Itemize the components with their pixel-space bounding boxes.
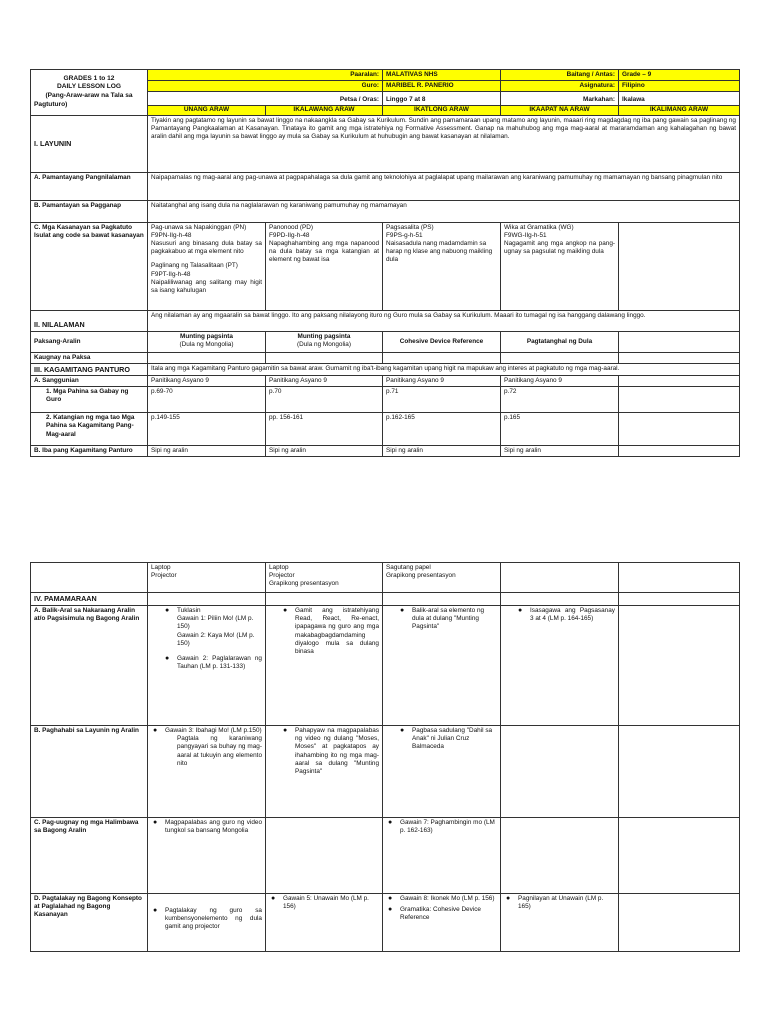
- iba-day-5: [619, 446, 740, 457]
- balik-aral-label: A. Balik-Aral sa Nakaraang Aralin at/o Pagsisimula ng Bagong Aralin: [31, 606, 148, 726]
- kagamitan-pages-day-1: p.149-155: [148, 413, 266, 446]
- daily-lesson-log-table: [30, 69, 740, 457]
- iba-day-4: Sipi ng aralin: [501, 446, 619, 457]
- sanggunian-day-1: Panitikang Asyano 9: [148, 376, 266, 387]
- gabay-day-3: p.71: [383, 387, 501, 413]
- asignatura-value: Filipino: [619, 81, 740, 92]
- balik-aral-day-3: ● Balik-aral sa elemento ng dula at dulang "Munting Pagsinta": [383, 606, 501, 726]
- kagamitan-pages-day-4: p.165: [501, 413, 619, 446]
- kasanayan-day-4: Wika at Gramatika (WG) F9WG-IIg-h-51 Nagagamit ang mga angkop na pang-ugnay sa pagsulat ng maikling dula: [501, 222, 619, 310]
- gabay-day-5: [619, 387, 740, 413]
- paksang-aralin-label: Paksang-Aralin: [31, 331, 148, 352]
- pamamaraan-label: IV. PAMAMARAAN: [31, 593, 148, 606]
- kagamitang-mag-aaral-label: 2. Katangian ng mga tao Mga Pahina sa Kagamitang Pang-Mag-aaral: [31, 413, 148, 446]
- gabay-day-4: p.72: [501, 387, 619, 413]
- asignatura-label: Asignatura:: [501, 81, 619, 92]
- sanggunian-day-3: Panitikang Asyano 9: [383, 376, 501, 387]
- pamantayang-pangnilalaman-label: A. Pamantayang Pangnilalaman: [31, 172, 148, 200]
- day-4-header: IKAAPAT NA ARAW: [501, 106, 619, 115]
- kagamitang-panturo-label: III. KAGAMITANG PANTURO: [31, 363, 148, 375]
- pagtalakay-day-1: ● Pagtalakay ng guro sa kumbensyonelemento ng dula gamit ang projector: [148, 894, 266, 952]
- pagtalakay-label: D. Pagtalakay ng Bagong Konsepto at Paglalahad ng Bagong Kasanayan: [31, 894, 148, 952]
- paghahabi-day-3: ● Pagbasa sadulang "Dahil sa Anak" ni Julian Cruz Balmaceda: [383, 726, 501, 818]
- kasanayan-day-1: Pag-unawa sa Napakinggan (PN) F9PN-IIg-h-48 Nasusuri ang binasang dula batay sa pagkakabuo at mga element nito Paglinang ng Talasalitaan (PT) F9PT-IIg-h-48 Naipaliliwanag ang salitang may higit sa isang kahulugan: [148, 222, 266, 310]
- kagamitan-pages-day-2: pp. 156-161: [266, 413, 383, 446]
- pag-uugnay-day-1: ● Magpapalabas ang guro ng video tungkol sa bansang Mongolia: [148, 818, 266, 894]
- kagamitan-pages-day-5: [619, 413, 740, 446]
- paksa-day-4: Pagtatanghal ng Dula: [501, 331, 619, 352]
- day-5-header: IKALIMANG ARAW: [619, 106, 740, 115]
- layunin-text: Tiyakin ang pagtatamo ng layunin sa bawat linggo na nakaangkla sa Gabay sa Kurikulum. Sundin ang pamamaraan upang matamo ang layunin, maaari ring magdagdag ng iba pang gawain sa paglinang ng Pamantayang Pangkaalaman at Kasanayan. Tinataya ito gamit ang mga istratehiya ng Formative Assessment. Ganap na mahuhubog ang mga mag-aaral at mararamdaman ang kahalagahan ng bawat aralin dahil ang mga layunin sa bawat linggo ay mula sa Gabay sa Kurikulum at huhubugin ang bawat kasanayan at nilalaman.: [148, 115, 740, 172]
- layunin-label: I. LAYUNIN: [31, 115, 148, 172]
- iba-day-1: Sipi ng aralin: [148, 446, 266, 457]
- kagamitang-panturo-text: Itala ang mga Kagamitang Panturo gagamitin sa bawat araw. Gumamit ng iba't-ibang kagamitan upang higit na mapukaw ang interes at pagkatuto ng mga mag-aaral.: [148, 363, 740, 375]
- day-1-header: UNANG ARAW: [148, 106, 266, 115]
- nilalaman-label: II. NILALAMAN: [31, 310, 148, 331]
- lesson-log-page-2: [30, 562, 739, 952]
- guro-label: Guro:: [148, 81, 383, 92]
- gabay-day-1: p.69-70: [148, 387, 266, 413]
- pagtalakay-day-3: ● Gawain 8: Ikonek Mo (LM p. 156) ● Gramatika: Cohesive Device Reference: [383, 894, 501, 952]
- pag-uugnay-label: C. Pag-uugnay ng mga Halimbawa sa Bagong Aralin: [31, 818, 148, 894]
- paghahabi-label: B. Paghahabi sa Layunin ng Aralin: [31, 726, 148, 818]
- paaralan-label: Paaralan:: [148, 70, 383, 81]
- kagamitan-cont-day-1: Laptop Projector: [148, 563, 266, 593]
- sanggunian-label: A. Sanggunian: [31, 376, 148, 387]
- gabay-ng-guro-label: 1. Mga Pahina sa Gabay ng Guro: [31, 387, 148, 413]
- pamantayan-pagganap-text: Naitatanghal ang isang dula na naglalarawan ng karaniwang pamumuhay ng mamamayan: [148, 200, 740, 222]
- kagamitan-pages-day-3: p.162-165: [383, 413, 501, 446]
- pamantayan-pagganap-label: B. Pamantayan sa Pagganap: [31, 200, 148, 222]
- paksa-day-3: Cohesive Device Reference: [383, 331, 501, 352]
- petsa-label: Petsa / Oras:: [148, 92, 383, 106]
- paaralan-value: MALATIVAS NHS: [383, 70, 501, 81]
- paksa-day-1: Munting pagsinta (Dula ng Mongolia): [148, 331, 266, 352]
- sanggunian-day-4: Panitikang Asyano 9: [501, 376, 619, 387]
- balik-aral-day-1: ● Tuklasin Gawain 1: Piliin Mo! (LM p. 150) Gawain 2: Kaya Mo! (LM p. 150) ● Gawain 2: Paglalarawan ng Tauhan (LM p. 131-133): [148, 606, 266, 726]
- paksa-day-5: [619, 331, 740, 352]
- kagamitan-cont-day-2: Laptop Projector Grapikong presentasyon: [266, 563, 383, 593]
- kasanayan-day-5: [619, 222, 740, 310]
- kagamitan-cont-day-3: Sagutang papel Grapikong presentasyon: [383, 563, 501, 593]
- paksa-day-2: Munting pagsinta (Dula ng Mongolia): [266, 331, 383, 352]
- balik-aral-day-2: ● Gamit ang istratehiyang Read, React, Re-enact, ipapagawa ng guro ang mga makabagbagdamdaming diyalogo mula sa dulang binasa: [266, 606, 383, 726]
- sanggunian-day-2: Panitikang Asyano 9: [266, 376, 383, 387]
- day-2-header: IKALAWANG ARAW: [266, 106, 383, 115]
- pag-uugnay-day-3: ● Gawain 7: Paghambingin mo (LM p. 162-163): [383, 818, 501, 894]
- pagtalakay-day-4: ● Pagnilayan at Unawain (LM p. 165): [501, 894, 619, 952]
- guro-value: MARIBEL R. PANERIO: [383, 81, 501, 92]
- petsa-value: Linggo 7 at 8: [383, 92, 501, 106]
- iba-pang-kagamitan-label: B. Iba pang Kagamitang Panturo: [31, 446, 148, 457]
- log-title: GRADES 1 to 12 DAILY LESSON LOG (Pang-Araw-araw na Tala sa Pagtuturo): [31, 70, 148, 116]
- kasanayan-day-2: Panonood (PD) F9PD-IIg-h-48 Napaghahambing ang mga napanood na dula batay sa mga katangian at element ng bawat isa: [266, 222, 383, 310]
- lesson-log-page-1: [30, 69, 739, 457]
- kasanayan-label: C. Mga Kasanayan sa Pagkatuto Isulat ang code sa bawat kasanayan: [31, 222, 148, 310]
- baitang-label: Baitang / Antas:: [501, 70, 619, 81]
- iba-day-2: Sipi ng aralin: [266, 446, 383, 457]
- iba-day-3: Sipi ng aralin: [383, 446, 501, 457]
- pamantayang-pangnilalaman-text: Naipapamalas ng mag-aaral ang pag-unawa at pagpapahalaga sa dula gamit ang teknolohiya at paglalapat upang mailarawan ang karaniwang pamumuhay ng mamamayan ng bansang pinagmulan nito: [148, 172, 740, 200]
- baitang-value: Grade – 9: [619, 70, 740, 81]
- markahan-value: Ikalawa: [619, 92, 740, 106]
- pamamaraan-table: [30, 562, 740, 952]
- pagtalakay-day-2: ● Gawain 5: Unawain Mo (LM p. 156): [266, 894, 383, 952]
- markahan-label: Markahan:: [501, 92, 619, 106]
- day-3-header: IKATLONG ARAW: [383, 106, 501, 115]
- nilalaman-text: Ang nilalaman ay ang mgaaralin sa bawat linggo. Ito ang paksang nilalayong ituro ng Guro mula sa Gabay sa Kurikulum. Maaari ito tumagal ng isa hanggang dalawang linggo.: [148, 310, 740, 331]
- gabay-day-2: p.70: [266, 387, 383, 413]
- balik-aral-day-4: ● Isasagawa ang Pagsasanay 3 at 4 (LM p. 164-165): [501, 606, 619, 726]
- sanggunian-day-5: [619, 376, 740, 387]
- kasanayan-day-3: Pagsasalita (PS) F9PS-g-h-51 Naisasadula nang madamdamin sa harap ng klase ang nabuong maikling dula: [383, 222, 501, 310]
- paghahabi-day-2: ● Pahapyaw na magpapalabas ng video ng dulang "Moses, Moses" at pagkatapos ay ihahambing ito ng mga mag-aaral sa dulang "Munting Pagsinta": [266, 726, 383, 818]
- kaugnay-na-paksa-label: Kaugnay na Paksa: [31, 352, 148, 363]
- paghahabi-day-1: ● Gawain 3: Ibahagi Mo! (LM p.150) Pagtala ng karaniwang pangyayari sa buhay ng mag-aaral at tukuyin ang elemento nito: [148, 726, 266, 818]
